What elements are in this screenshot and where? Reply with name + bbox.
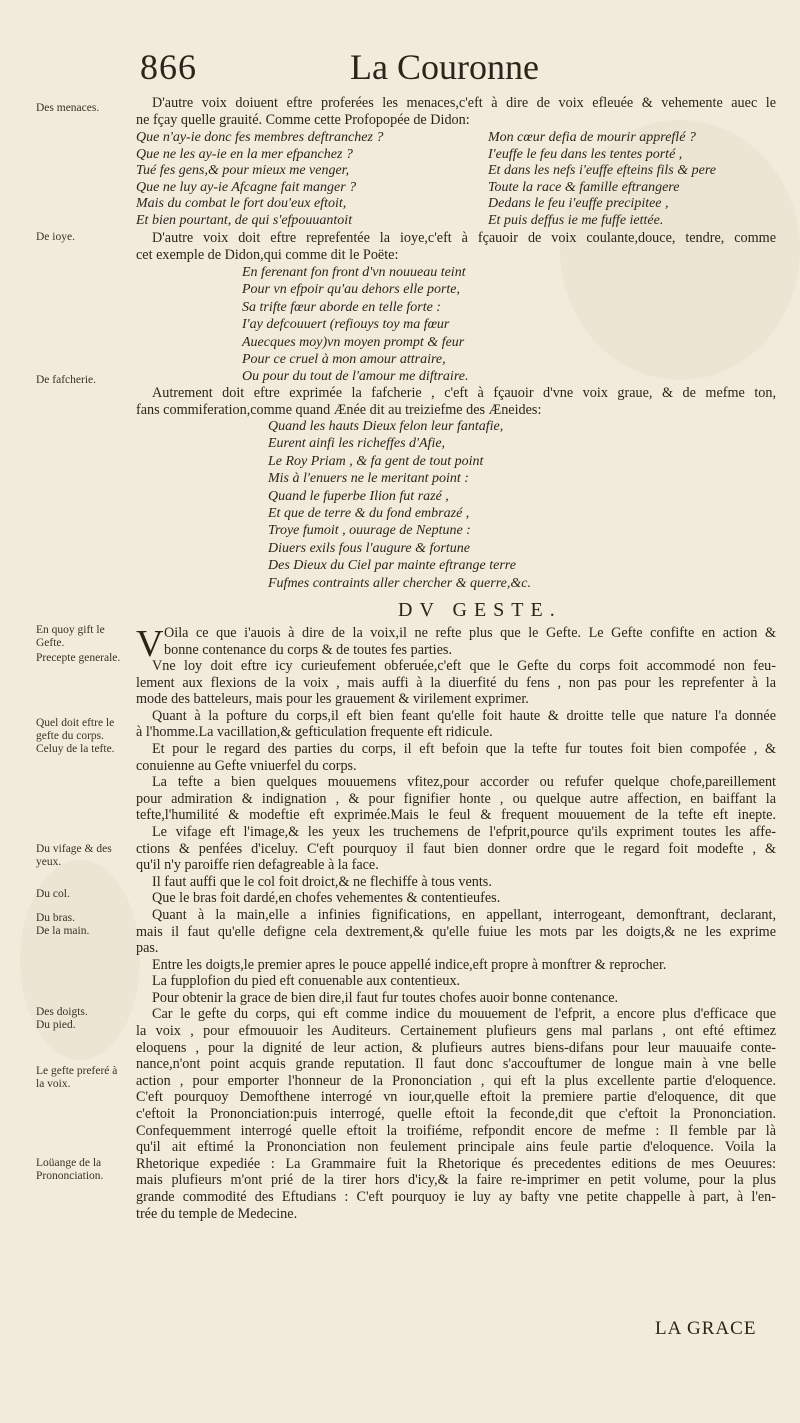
margin-note: Quel doit eftre le gefte du corps. Celuy de la tefte. bbox=[36, 717, 115, 755]
verse-line: Tué fes gens,& pour mieux me venger, bbox=[136, 163, 350, 179]
margin-note: De fafcherie. bbox=[36, 374, 97, 386]
text-line: pour admiration & indignation , & pour fignifier honte , ou quelque autre affection, en baiffant la bbox=[136, 790, 776, 807]
verse-line: Et dans les nefs i'euffe efteins fils & pere bbox=[488, 163, 716, 179]
text-line: Quant à la pofture du corps,il eft bien feant qu'elle foit haute & droitte telle que nature l'a donnée bbox=[152, 707, 776, 724]
verse-line: Troye fumoit , ouurage de Neptune : bbox=[268, 523, 471, 539]
verse-line: Que ne luy ay-ie Afcagne fait manger ? bbox=[136, 179, 357, 195]
text-line: D'autre voix doiuent eftre proferées les menaces,c'eft à dire de voix efleuée & vehemente auec le bbox=[152, 95, 776, 111]
text-line: mode des batteleurs, mais pour les grauement & virilement exprimer. bbox=[136, 691, 529, 708]
text-line: Confequemment interrogé quelle eftoit la troifiéme, refpondit encore de mefme : Il femble par là bbox=[136, 1122, 776, 1139]
text-line: cet exemple de Didon,qui comme dit le Poëte: bbox=[136, 246, 399, 263]
text-line: bonne contenance du corps & de toutes fes parties. bbox=[164, 641, 452, 658]
verse-line: Et que de terre & du fond embrazé , bbox=[268, 506, 470, 522]
body-dropcap-lines bbox=[164, 625, 776, 658]
text-line: la voix , pour efmouuoir les Auditeurs. Certainement plufieurs gens mal parlans , ont efté eftimez bbox=[136, 1023, 776, 1040]
text-line: Quant à la main,elle a infinies fignifications, en appellant, interrogeant, demonftrant, declarant, bbox=[152, 906, 776, 923]
verse-line: Quand les hauts Dieux felon leur fantafie, bbox=[268, 419, 504, 434]
section-title: DV GESTE. bbox=[398, 599, 562, 621]
text-line: Et pour le regard des parties du corps, il eft befoin que la tefte fur toutes foit bien compofée , & bbox=[152, 740, 776, 757]
text-line: action , pour emporter l'honneur de la Prononciation , qui eft la plus excellente partie d'eloquence. bbox=[136, 1072, 776, 1089]
paragraph-menaces bbox=[136, 95, 776, 128]
verse-line: I'euffe le feu dans les tentes porté , bbox=[488, 146, 683, 162]
running-title: La Couronne bbox=[350, 47, 539, 87]
margin-note: Du bras. bbox=[36, 912, 75, 924]
text-line: grande commodité des Eftudians : C'eft pourquoy ie luy ay bafty vne petite chappelle à part, à l'en- bbox=[136, 1189, 776, 1205]
margin-note: Du col. bbox=[36, 888, 70, 900]
page-header bbox=[140, 46, 780, 92]
verse-line: Mis à l'enuers ne le meritant point : bbox=[268, 471, 469, 487]
text-line: Vne loy doit eftre icy curieufement obferuée,c'eft que le Gefte du corps foit accommodé non feu- bbox=[152, 658, 776, 674]
verse-line: Que n'ay-ie donc fes membres deftranchez ? bbox=[136, 130, 384, 145]
text-line: D'autre voix doit eftre reprefentée la ioye,c'eft à fçauoir de voix coulante,douce, tendre, comme bbox=[152, 230, 776, 246]
verse-line: Toute la race & famille eftrangere bbox=[488, 179, 680, 195]
verse-ioye bbox=[242, 264, 468, 386]
verse-aeneid bbox=[268, 418, 531, 592]
text-line: Le vifage eft l'image,& les yeux les truchemens de l'efprit,pource qu'ils expriment toutes les affe- bbox=[152, 823, 776, 840]
text-line: Pour obtenir la grace de bien dire,il faut fur toutes chofes auoir bonne contenance. bbox=[152, 989, 619, 1006]
text-line: tefte,l'humilité & modeftie eft exprimée.Mais le feul & frequent mouuement de la tefte eft inepte. bbox=[136, 807, 776, 824]
text-line: ne fçay quelle grauité. Comme cette Profopopée de Didon: bbox=[136, 111, 470, 128]
text-line: lement aux flexions de la voix , mais auffi à la diuerfité du fens , non pas pour les reprefenter à la bbox=[136, 674, 776, 691]
verse-line: Pour ce cruel à mon amour attraire, bbox=[242, 352, 446, 368]
text-line: ctions & penfées d'iceluy. C'eft pourquoy il faut bien donner ordre que le regard foit modefte , & bbox=[136, 840, 776, 857]
text-line: fans commiferation,comme quand Ænée dit au treiziefme des Æneides: bbox=[136, 401, 542, 418]
margin-note: Loüange de la Prononciation. bbox=[36, 1157, 104, 1182]
text-line: à l'homme.La vacillation,& gefticulation frequente eft ridicule. bbox=[136, 724, 493, 741]
verse-line: Que ne les ay-ie en la mer efpanchez ? bbox=[136, 146, 353, 162]
paragraph-fascherie bbox=[136, 385, 776, 418]
catchword: LA GRACE bbox=[655, 1318, 757, 1339]
text-line: mais plufieurs m'ont prié de la tirer hors d'icy,& la faire re-imprimer en petit volume, pour la plus bbox=[136, 1172, 776, 1189]
verse-line: Quand le fuperbe Ilion fut razé , bbox=[268, 488, 449, 504]
verse-line: Diuers exils fous l'augure & fortune bbox=[268, 540, 470, 556]
verse-line: En ferenant fon front d'vn nouueau teint bbox=[242, 265, 466, 280]
text-line: Autrement doit eftre exprimée la fafcherie , c'eft à fçauoir d'vne voix graue, & de mefme ton, bbox=[152, 385, 776, 401]
text-line: c'eftoit la Prononciation:puis interrogé, quelle eftoit la feconde,dit que c'eftoit la Prononciation. bbox=[136, 1106, 776, 1123]
verse-line: I'ay defcouuert (refiouys toy ma fœur bbox=[242, 317, 450, 333]
margin-note: Du vifage & des yeux. bbox=[36, 843, 112, 868]
verse-line: Pour vn efpoir qu'au dehors elle porte, bbox=[242, 282, 461, 298]
text-line: Oila ce que i'auois à dire de la voix,il ne refte plus que le Gefte. Le Gefte confifte en action & bbox=[164, 625, 776, 641]
verse-line: Eurent ainfi les richeffes d'Afie, bbox=[268, 436, 446, 452]
verse-line: Mais du combat le fort dou'eux eftoit, bbox=[136, 196, 347, 212]
text-line: Que le bras foit dardé,en chofes vehementes & contentieufes. bbox=[152, 890, 501, 907]
verse-line: Fufmes contraints aller chercher & querre,&c. bbox=[268, 575, 531, 591]
margin-note: De ioye. bbox=[36, 231, 75, 243]
verse-line: Ou pour du tout de l'amour me diftraire. bbox=[242, 369, 469, 385]
text-line: C'eft pourquoy Demofthene interrogé vn iour,quelle eftoit la premiere partie d'eloquence, dit que bbox=[136, 1089, 776, 1106]
text-line: La fupplofion du pied eft conuenable aux contentieux. bbox=[152, 973, 461, 990]
text-line: La tefte a bien quelques mouuemens vfitez,pour accorder ou refufer quelque chofe,pareillement bbox=[152, 774, 776, 791]
text-line: qu'il ait eftimé la Prononciation non feulement principale ains feule partie d'eloquence. Voila la bbox=[136, 1139, 776, 1156]
margin-note: Des doigts. bbox=[36, 1006, 88, 1018]
verse-line: Le Roy Priam , & fa gent de tout point bbox=[268, 453, 484, 469]
text-line: eloquens , pour la dignité de leur action, & plufieurs autres biens-difans pour leur mauuaife conte- bbox=[136, 1039, 776, 1056]
verse-line: Mon cœur defia de mourir appreflé ? bbox=[488, 130, 696, 145]
text-line: Il faut auffi que le col foit droict,& ne flechiffe à tous vents. bbox=[152, 873, 492, 890]
margin-note: Du pied. bbox=[36, 1019, 76, 1031]
margin-note: Des menaces. bbox=[36, 102, 100, 114]
verse-line: Dedans le feu i'euffe precipitee , bbox=[488, 196, 669, 212]
margin-note: De la main. bbox=[36, 925, 90, 937]
paragraph-ioye bbox=[136, 230, 776, 263]
verse-line: Et puis deffus ie me fuffe iettée. bbox=[488, 212, 664, 228]
verse-line: Des Dieux du Ciel par mainte eftrange terre bbox=[268, 558, 516, 574]
text-line: nance,n'ont point acquis grande reputation. Il faut donc s'accouftumer de longue main à vne belle bbox=[136, 1056, 776, 1073]
body-text bbox=[136, 658, 776, 1222]
text-line: mais il faut qu'elle defigne cela dextrement,& qu'elle fuiue les mots par les doigts,& ne les exprime bbox=[136, 923, 776, 940]
verse-line: Sa trifte fœur aborde en telle forte : bbox=[242, 299, 441, 315]
text-line: trée du temple de Medecine. bbox=[136, 1205, 298, 1222]
text-line: Rhetorique expediée : La Grammaire fuit la Rhetorique és precedentes editions de mes Oeuures: bbox=[136, 1155, 776, 1172]
text-line: Entre les doigts,le premier apres le pouce appellé indice,eft propre à monftrer & reprocher. bbox=[152, 956, 667, 973]
page-number: 866 bbox=[140, 47, 197, 87]
margin-note: En quoy gift le Gefte. bbox=[36, 624, 105, 649]
margin-note: Le gefte preferé à la voix. bbox=[36, 1065, 118, 1090]
drop-cap: V bbox=[136, 623, 164, 665]
text-line: pas. bbox=[136, 940, 159, 957]
verse-line: Et bien pourtant, de qui s'efpouuantoit bbox=[136, 212, 353, 228]
margin-note: Precepte generale. bbox=[36, 652, 121, 664]
text-line: qu'il n'y paroiffe rien defagreable à la face. bbox=[136, 857, 379, 874]
verse-didon bbox=[136, 130, 786, 230]
text-line: conuienne au Gefte vniuerfel du corps. bbox=[136, 757, 357, 774]
verse-line: Auecques moy)vn moyen prompt & feur bbox=[242, 334, 465, 350]
text-line: Car le gefte du corps, qui eft comme indice du mouuement de l'efprit, a encore plus d'efficace que bbox=[152, 1006, 776, 1023]
